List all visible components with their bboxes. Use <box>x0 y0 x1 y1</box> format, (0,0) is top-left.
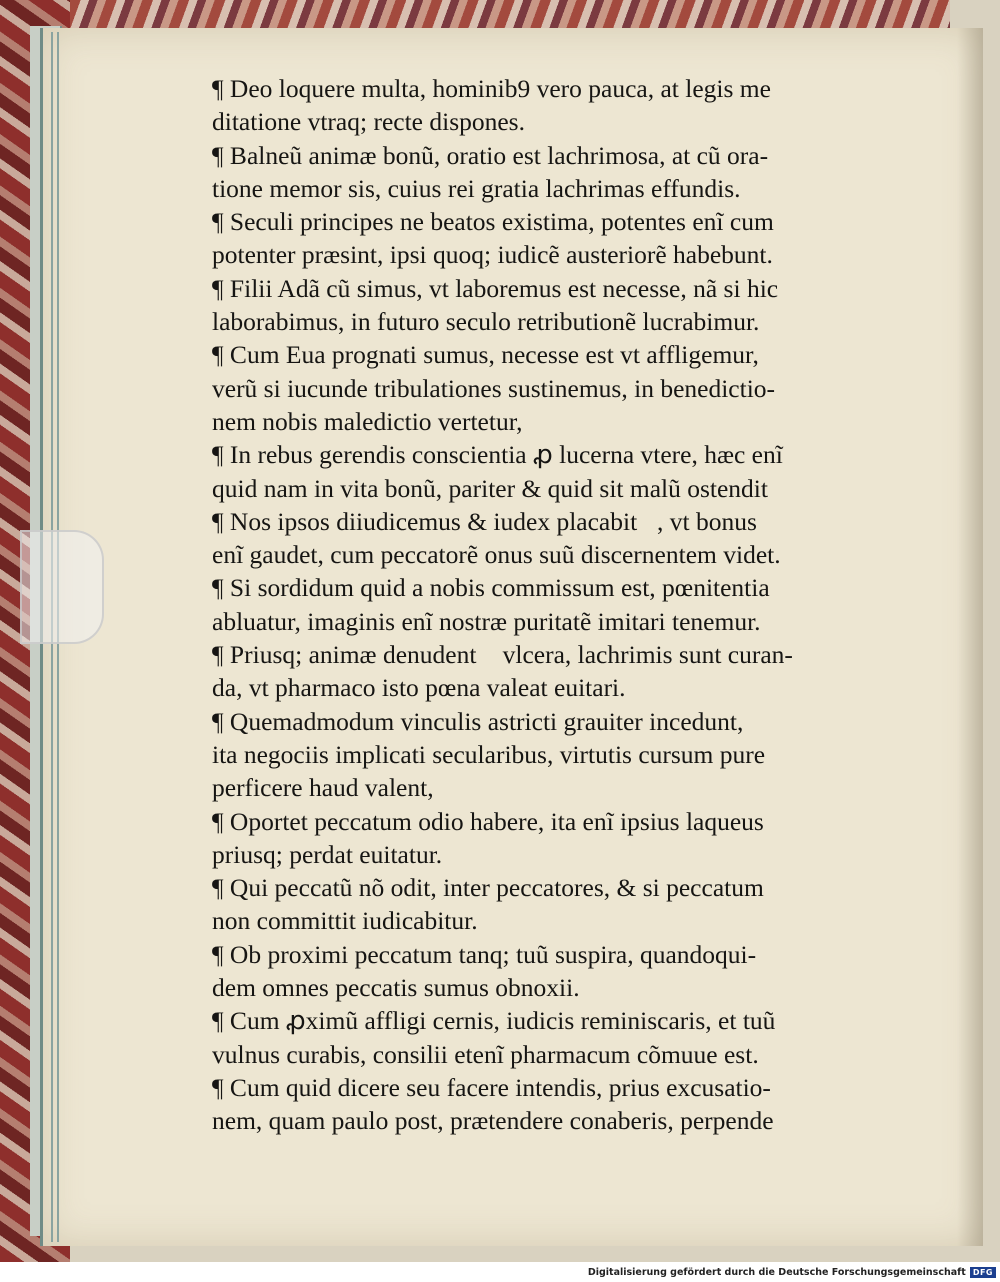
text-line: vulnus curabis, consilii etenĩ pharmacum cõmuue est. <box>212 1039 759 1069</box>
text-line: ¶ Si sordidum quid a nobis commissum est, pœnitentia <box>212 573 770 603</box>
text-line: verũ si iucunde tribulationes sustinemus, in benedictio- <box>212 373 776 403</box>
text-line: ¶ In rebus gerendis conscientia ꝓ lucerna vtere, hæc enĩ <box>212 440 783 470</box>
text-line: ¶ Cum quid dicere seu facere intendis, prius excusatio- <box>212 1072 771 1102</box>
text-line: ¶ Filii Adã cũ simus, vt laboremus est necesse, nã si hic <box>212 273 779 303</box>
footer-credit <box>588 1264 996 1280</box>
text-line: nem nobis maledictio vertetur, <box>212 406 523 436</box>
text-line: laborabimus, in futuro seculo retributionẽ lucrabimur. <box>212 307 760 337</box>
text-line: ditatione vtraq; recte dispones. <box>212 107 525 137</box>
text-line: ¶ Qui peccatũ nõ odit, inter peccatores, & si peccatum <box>212 873 764 903</box>
page-gutter-shadow <box>957 28 983 1246</box>
text-line: quid nam in vita bonũ, pariter & quid sit malũ ostendit <box>212 473 768 503</box>
text-line: ¶ Cum ꝓximũ affligi cernis, iudicis reminiscaris, et tuũ <box>212 1006 776 1036</box>
text-line: perficere haud valent, <box>212 773 434 803</box>
text-block <box>212 72 892 1138</box>
text-line: non committit iudicabitur. <box>212 906 478 936</box>
text-line: tione memor sis, cuius rei gratia lachrimas effundis. <box>212 173 741 203</box>
text-line: nem, quam paulo post, prætendere conaberis, perpende <box>212 1106 774 1136</box>
text-line: abluatur, imaginis enĩ nostræ puritatẽ imitari tenemur. <box>212 606 761 636</box>
text-line: ¶ Seculi principes ne beatos existima, potentes enĩ cum <box>212 207 774 237</box>
text-line: ¶ Priusq; animæ denudent᷑ vlcera, lachrimis sunt curan- <box>212 640 793 670</box>
text-line: dem omnes peccatis sumus obnoxii. <box>212 973 580 1003</box>
text-line: ¶ Cum Eua prognati sumus, necesse est vt affligemur, <box>212 340 759 370</box>
text-line: da, vt pharmaco isto pœna valeat euitari. <box>212 673 626 703</box>
text-line: enĩ gaudet, cum peccatorẽ onus suũ discernentem videt. <box>212 540 781 570</box>
text-line: potenter præsint, ipsi quoq; iudicẽ austeriorẽ habebunt. <box>212 240 773 270</box>
text-line: ¶ Nos ipsos diiudicemus & iudex placabit᷑, vt bonus <box>212 506 757 536</box>
dfg-logo: DFG <box>970 1267 996 1278</box>
text-line: ¶ Deo loquere multa, hominib9 vero pauca, at legis me <box>212 74 771 103</box>
text-line: ¶ Quemadmodum vinculis astricti grauiter incedunt, <box>212 706 744 736</box>
page-clip <box>20 530 104 644</box>
text-line: ¶ Balneũ animæ bonũ, oratio est lachrimosa, at cũ ora- <box>212 140 769 170</box>
text-line: priusq; perdat euitatur. <box>212 839 443 869</box>
footer-credit-text: Digitalisierung gefördert durch die Deutsche Forschungsgemeinschaft <box>587 1266 966 1278</box>
text-line: ¶ Ob proximi peccatum tanq; tuũ suspira, quandoqui- <box>212 939 757 969</box>
text-line: ¶ Oportet peccatum odio habere, ita enĩ ipsius laqueus <box>212 806 764 836</box>
text-line: ita negociis implicati secularibus, virtutis cursum pure <box>212 739 766 769</box>
